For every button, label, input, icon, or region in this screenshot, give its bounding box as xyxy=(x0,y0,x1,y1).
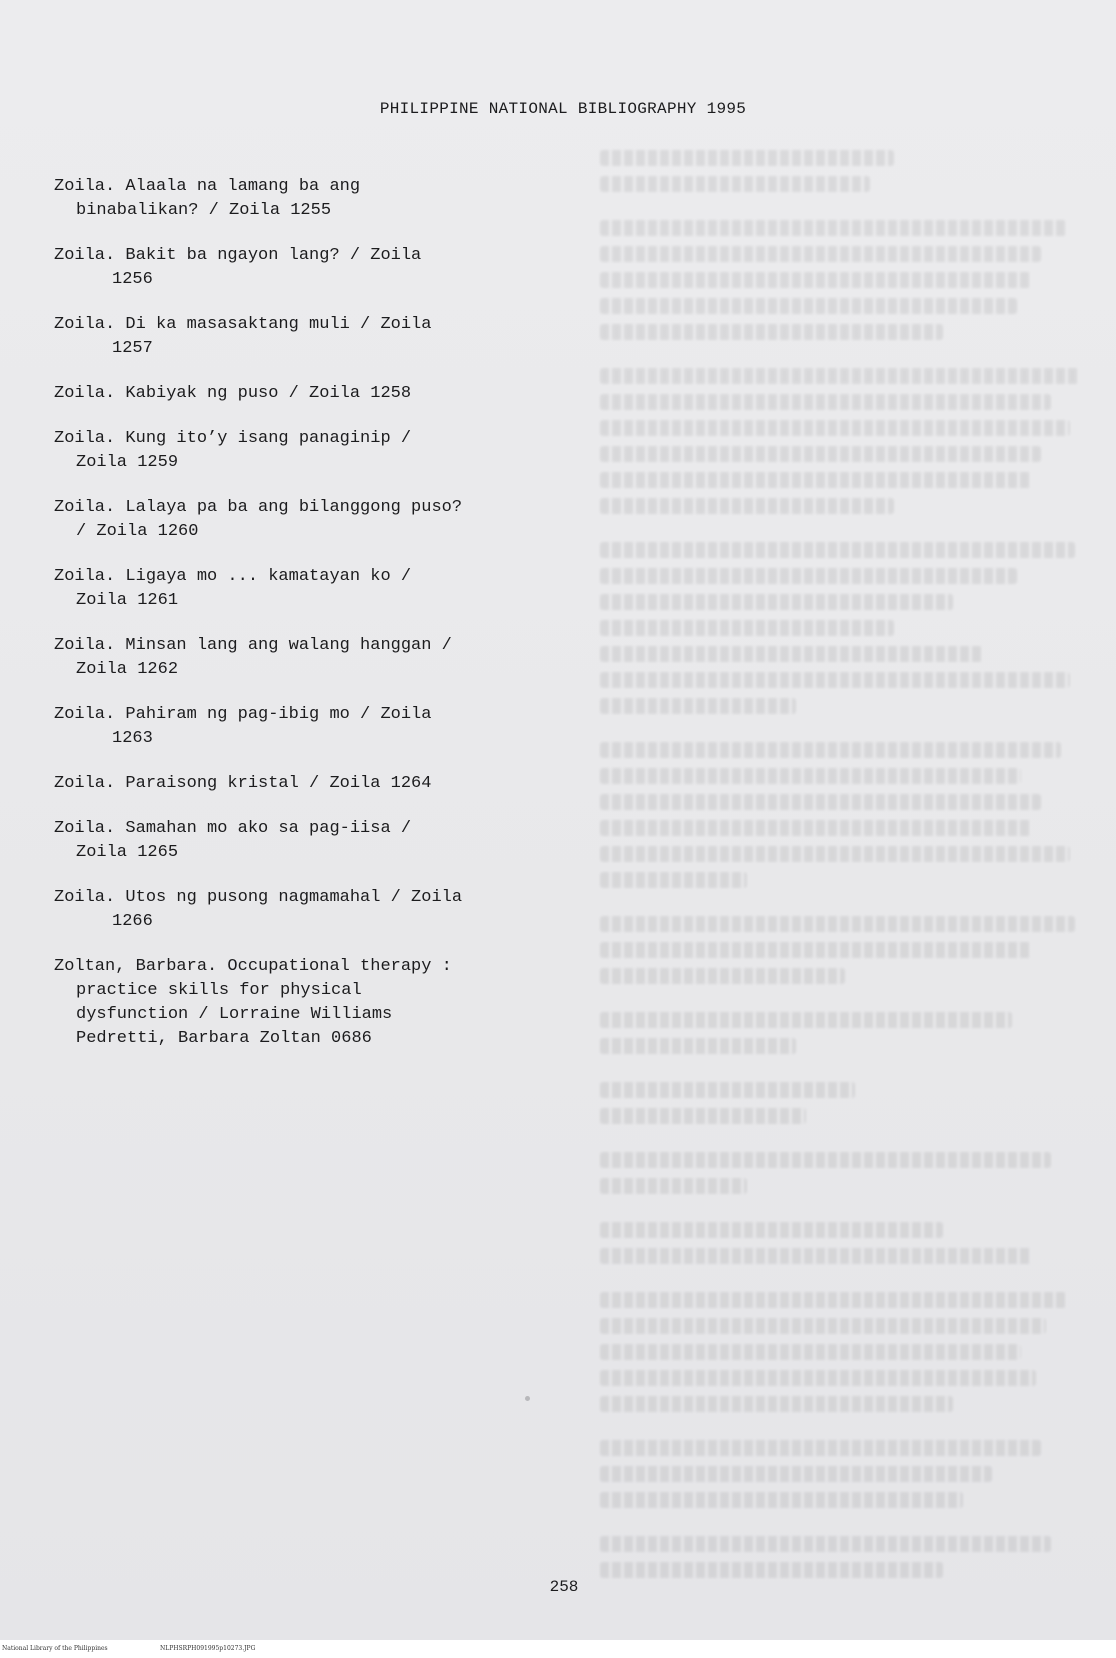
entry-line: 1263 xyxy=(112,729,153,748)
list-item xyxy=(54,955,574,1051)
list-item xyxy=(54,496,574,544)
entry-line: Zoltan, Barbara. Occupational therapy : xyxy=(54,957,452,976)
entry-line: Zoila. Samahan mo ako sa pag-iisa / xyxy=(54,819,412,838)
entry-line: Zoila. Ligaya mo ... kamatayan ko / xyxy=(54,567,412,586)
entry-line: Zoila 1259 xyxy=(76,453,179,472)
entry-line: Zoila 1265 xyxy=(76,843,179,862)
entry-line: Zoila. Bakit ba ngayon lang? / Zoila xyxy=(54,246,422,265)
entry-line: Zoila 1261 xyxy=(76,591,179,610)
footer-filename: NLPHSRPH091995p10273.JPG xyxy=(160,1645,256,1652)
entry-line: Pedretti, Barbara Zoltan 0686 xyxy=(76,1029,372,1048)
entry-line: 1266 xyxy=(112,912,153,931)
list-item xyxy=(54,427,574,475)
entry-line: Zoila. Kung ito’y isang panaginip / xyxy=(54,429,412,448)
list-item xyxy=(54,565,574,613)
entry-line: dysfunction / Lorraine Williams xyxy=(76,1005,393,1024)
list-item xyxy=(54,817,574,865)
entry-line: Zoila. Lalaya pa ba ang bilanggong puso? xyxy=(54,498,463,517)
entry-line: 1257 xyxy=(112,339,153,358)
footer-source: National Library of the Philippines xyxy=(2,1645,108,1652)
bibliography-entries xyxy=(54,175,574,1072)
entry-line: Zoila. Kabiyak ng puso / Zoila 1258 xyxy=(54,384,412,403)
entry-line: Zoila. Minsan lang ang walang hanggan / xyxy=(54,636,452,655)
paper-speck xyxy=(525,1396,530,1401)
reverse-page-bleed-through xyxy=(600,150,1090,1530)
list-item xyxy=(54,772,574,796)
list-item xyxy=(54,244,574,292)
list-item xyxy=(54,703,574,751)
list-item xyxy=(54,313,574,361)
entry-line: Zoila 1262 xyxy=(76,660,179,679)
entry-line: / Zoila 1260 xyxy=(76,522,199,541)
page-number: 258 xyxy=(549,1578,579,1596)
page-header: PHILIPPINE NATIONAL BIBLIOGRAPHY 1995 xyxy=(379,100,747,118)
list-item xyxy=(54,634,574,682)
list-item xyxy=(54,382,574,406)
entry-line: Zoila. Pahiram ng pag-ibig mo / Zoila xyxy=(54,705,432,724)
entry-line: Zoila. Alaala na lamang ba ang xyxy=(54,177,361,196)
list-item xyxy=(54,175,574,223)
list-item xyxy=(54,886,574,934)
entry-line: binabalikan? / Zoila 1255 xyxy=(76,201,332,220)
entry-line: 1256 xyxy=(112,270,153,289)
entry-line: Zoila. Utos ng pusong nagmamahal / Zoila xyxy=(54,888,463,907)
entry-line: Zoila. Paraisong kristal / Zoila 1264 xyxy=(54,774,432,793)
entry-line: practice skills for physical xyxy=(76,981,362,1000)
entry-line: Zoila. Di ka masasaktang muli / Zoila xyxy=(54,315,432,334)
scan-footer xyxy=(0,1640,1116,1658)
